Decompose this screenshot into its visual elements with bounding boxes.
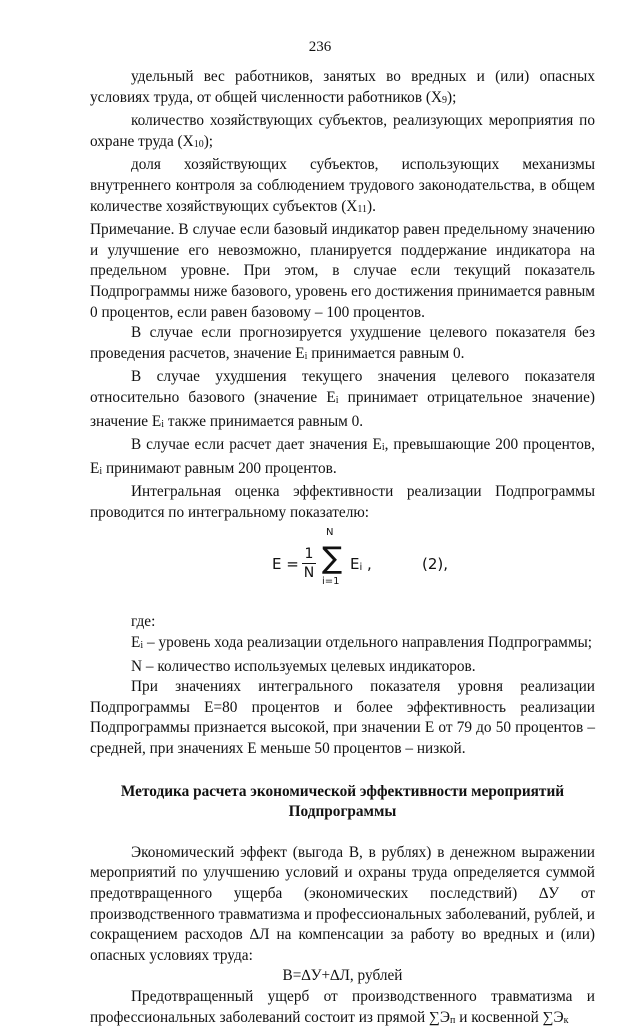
text-run: количество хозяйствующих субъектов, реализующих мероприятия по охране труда (X	[90, 112, 595, 150]
subscript: i	[161, 418, 164, 430]
where-label: где:	[131, 613, 156, 631]
paragraph-economic-effect: Экономический эффект (выгода В, в рублях) в денежном выражении мероприятий по улучшению условий и охраны труда определяется суммой предотвращенного ущерба (экономических последствий) ∆У от производственного травматизма и профессиональных заболеваний, рублей, и сокращением расходов ∆Л на компенсации за работу во вредных и (или) опасных условиях труда:	[90, 843, 595, 964]
text-run: N – количество используемых целевых индикаторов.	[131, 657, 476, 675]
formula-benefit: В=∆У+∆Л, рублей	[282, 967, 403, 985]
integral-formula	[90, 527, 595, 590]
section-heading	[90, 782, 595, 823]
subscript: i	[381, 442, 385, 454]
text-run: В случае если расчет дает значения E	[131, 436, 382, 454]
text-run: Предотвращенный ущерб от производственного травматизма и профессиональных заболеваний состоит из прямой ∑Э	[90, 987, 595, 1026]
formula-term-subscript: i	[359, 562, 363, 574]
subscript: i	[304, 350, 308, 362]
paragraph-0	[90, 67, 595, 111]
text-run: ).	[367, 197, 376, 215]
paragraph-4	[90, 323, 595, 367]
paragraph-7	[90, 482, 595, 523]
text-run: принимается равным 0.	[307, 344, 465, 362]
definition-2	[90, 677, 595, 759]
text-run: В случае если прогнозируется ухудшение целевого показателя без проведения расчетов, значение E	[90, 324, 595, 362]
subscript: 11	[357, 203, 367, 215]
text-run: удельный вес работников, занятых во вредных и (или) опасных условиях труда, от общей численности работников (X	[90, 68, 595, 106]
definition-0	[90, 633, 595, 657]
text-run: Интегральная оценка эффективности реализации Подпрограммы проводится по интегральному показателю:	[90, 483, 595, 521]
paragraph-5	[90, 367, 595, 435]
text-run: доля хозяйствующих субъектов, использующих механизмы внутреннего контроля за соблюдением трудового законодательства, в общем количестве хозяйствующих субъектов (X	[90, 156, 595, 215]
page-body	[90, 67, 595, 1031]
formula-denominator: N	[303, 565, 315, 582]
text-run: );	[447, 88, 457, 106]
formula-number: (2),	[422, 555, 449, 574]
page-number: 236	[308, 39, 332, 55]
text-run: , превышающие 200 процентов, E	[90, 436, 595, 477]
section-heading-line1: Методика расчета экономической эффективности мероприятий	[120, 782, 565, 800]
text-run: При значениях интегрального показателя уровня реализации Подпрограммы E=80 процентов и более эффективность реализации Подпрограммы признается высокой, при значении E от 79 до 50 процентов – средней, при значениях E меньше 50 процентов – низкой.	[90, 678, 595, 758]
formula-term-tail: ,	[362, 555, 372, 574]
sum-symbol: ∑	[322, 541, 343, 577]
section-heading-line2: Подпрограммы	[288, 803, 397, 821]
definition-1	[90, 657, 595, 678]
sum-lower-limit: i=1	[322, 576, 340, 588]
text-run: также принимается равным 0.	[164, 412, 364, 430]
formula-lhs: E =	[272, 555, 299, 574]
subscript: i	[335, 394, 339, 406]
paragraph-3	[90, 220, 595, 323]
sum-upper-limit: N	[326, 527, 334, 539]
top-paragraphs	[90, 67, 595, 523]
text-run: Примечание. В случае если базовый индикатор равен предельному значению и улучшение его невозможно, планируется поддержание индикатора на предельном уровне. При этом, в случае если текущий показатель Подпрограммы ниже базового, уровень его достижения принимается равным 0 процентов, если равен базовому – 100 процентов.	[90, 221, 595, 321]
formula-term	[350, 555, 372, 573]
paragraph-1	[90, 111, 595, 155]
text-run: принимают равным 200 процентов.	[102, 459, 337, 477]
text-run: принимает отрицательное значение) значение E	[90, 388, 596, 430]
formula-numerator: 1	[304, 546, 314, 563]
text-run: );	[203, 132, 214, 150]
formula-fraction	[302, 546, 316, 581]
subscript: к	[563, 1014, 569, 1026]
text-run: В случае ухудшения текущего значения целевого показателя относительно базового (значение E	[90, 368, 595, 406]
paragraph-6	[90, 435, 595, 482]
subscript: п	[450, 1014, 456, 1026]
subscript: 10	[193, 138, 204, 150]
subscript: i	[140, 640, 144, 652]
paragraph-prevented-damage	[90, 987, 595, 1031]
subscript: i	[99, 465, 103, 477]
definitions	[90, 633, 595, 760]
text-run: E	[131, 634, 141, 652]
fraction-bar	[302, 563, 316, 564]
text-run: и косвенной ∑Э	[455, 1008, 564, 1026]
text-run: – уровень хода реализации отдельного направления Подпрограммы;	[143, 634, 593, 652]
formula-term-letter: E	[350, 555, 360, 574]
paragraph-2	[90, 155, 595, 220]
subscript: 9	[442, 94, 448, 106]
